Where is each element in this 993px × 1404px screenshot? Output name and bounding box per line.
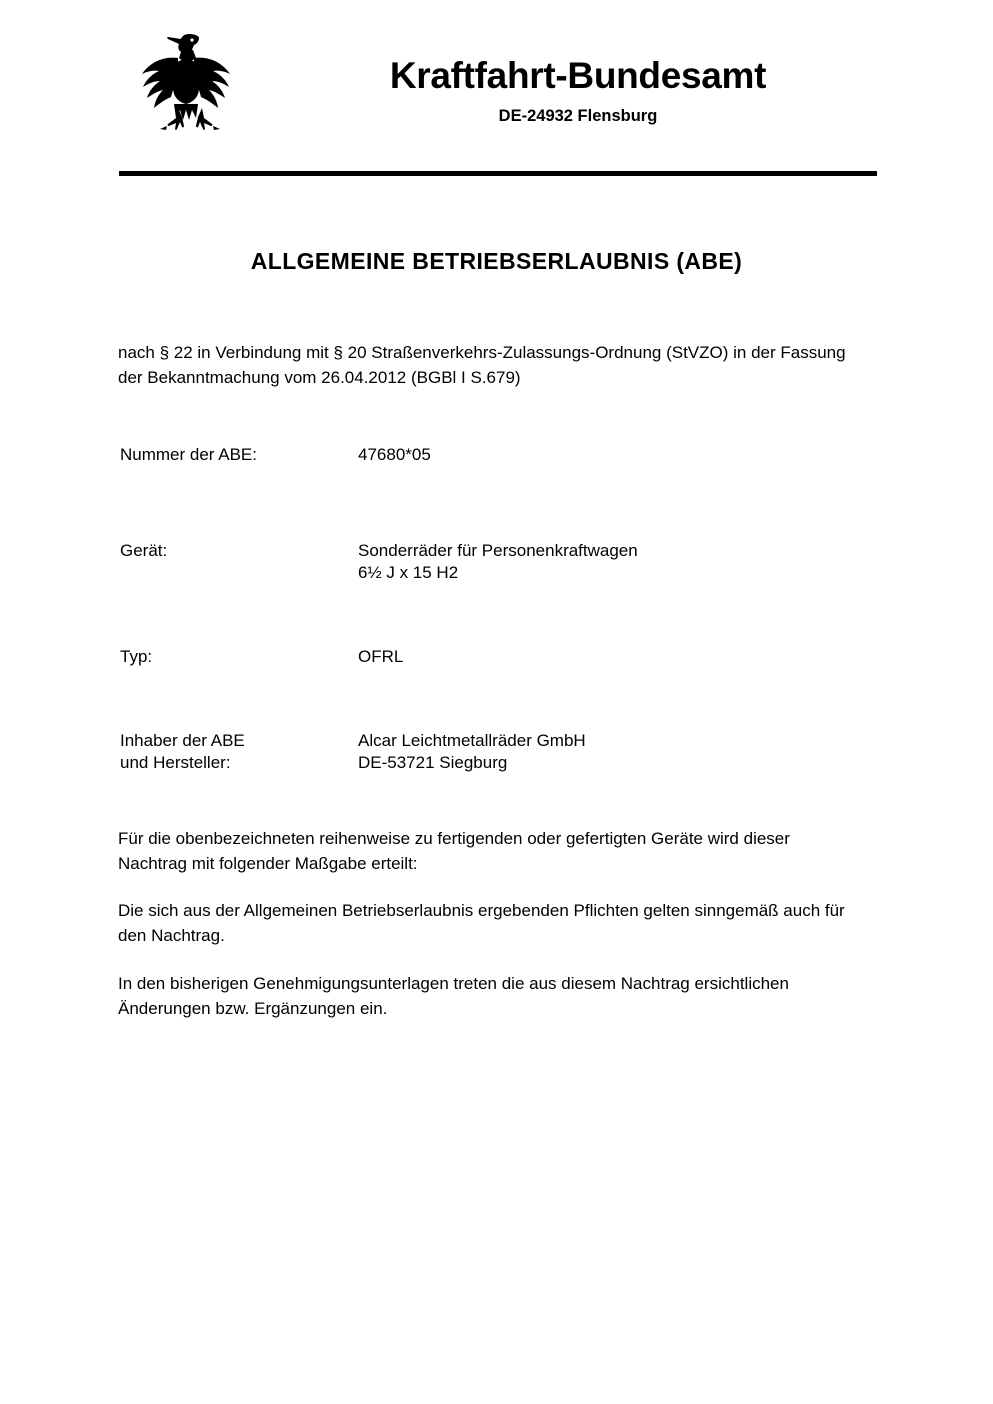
body-paragraph-3: In den bisherigen Genehmigungsunterlagen treten die aus diesem Nachtrag ersichtlichen Änderungen bzw. Ergänzungen ein. (118, 973, 789, 1018)
field-row-holder-manufacturer (120, 730, 860, 774)
federal-eagle-icon (126, 28, 246, 148)
header-divider (119, 171, 877, 176)
body-paragraph-2: Die sich aus der Allgemeinen Betriebserlaubnis ergebenden Pflichten gelten sinngemäß auch für den Nachtrag. (118, 901, 845, 946)
field-row-type (120, 646, 860, 668)
body-paragraph-1: Für die obenbezeichneten reihenweise zu fertigenden oder gefertigten Geräte wird dieser Nachtrag mit folgender Maßgabe erteilt: (118, 829, 790, 874)
document-header (118, 26, 878, 146)
field-value: Sonderräder für Personenkraftwagen 6½ J x 15 H2 (358, 541, 638, 583)
authority-name: Kraftfahrt-Bundesamt (389, 55, 767, 96)
field-label: Inhaber der ABE und Hersteller: (120, 731, 245, 773)
field-value: Alcar Leichtmetallräder GmbH DE-53721 Siegburg (358, 731, 586, 773)
certificate-fields (120, 444, 860, 775)
header-text-block (278, 26, 878, 126)
field-spacer (120, 466, 860, 540)
field-row-device (120, 540, 860, 584)
field-label: Typ: (120, 647, 153, 667)
field-value: 47680*05 (358, 445, 431, 464)
field-value: OFRL (358, 647, 404, 667)
field-label: Gerät: (120, 541, 168, 561)
field-spacer (120, 584, 860, 646)
legal-basis-paragraph: nach § 22 in Verbindung mit § 20 Straßenverkehrs-Zulassungs-Ordnung (StVZO) in der Fassung der Bekanntmachung vom 26.04.2012 (BGBl I S.679) (118, 343, 846, 388)
authority-address: DE-24932 Flensburg (498, 106, 658, 125)
field-row-abe-number (120, 444, 860, 466)
body-paragraphs (118, 826, 858, 1021)
field-label: Nummer der ABE: (120, 445, 257, 464)
field-spacer (120, 668, 860, 730)
page-title: ALLGEMEINE BETRIEBSERLAUBNIS (ABE) (250, 248, 743, 274)
